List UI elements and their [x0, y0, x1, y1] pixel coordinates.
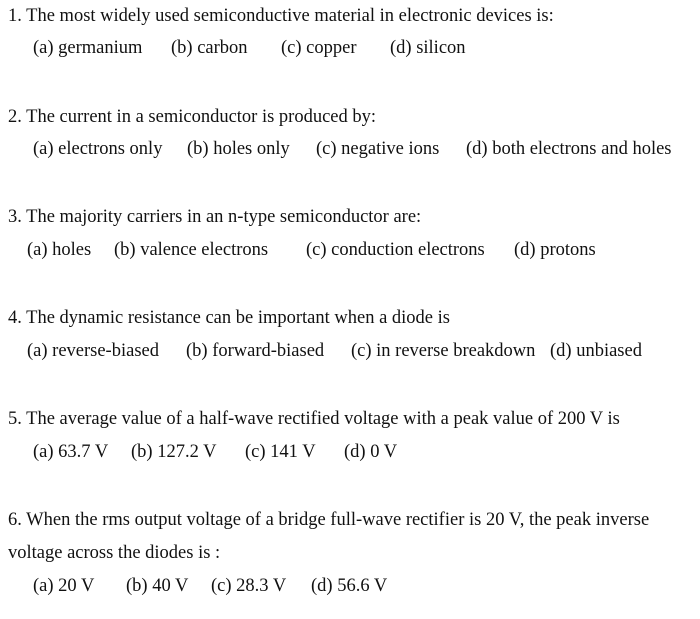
- question-3-option-b: (b) valence electrons: [114, 240, 269, 260]
- question-1-stem: 1. The most widely used semiconductive material in electronic devices is:: [8, 6, 554, 26]
- question-5-option-d: (d) 0 V: [344, 442, 398, 462]
- question-1-option-b: (b) carbon: [171, 38, 248, 58]
- question-4-option-a: (a) reverse-biased: [27, 341, 159, 361]
- question-1-option-c: (c) copper: [281, 38, 357, 58]
- question-6-option-b: (b) 40 V: [126, 576, 189, 596]
- question-6-stem: 6. When the rms output voltage of a bridge full-wave rectifier is 20 V, the peak inverse: [8, 510, 650, 530]
- question-2-stem: 2. The current in a semiconductor is produced by:: [8, 107, 377, 127]
- question-3-option-c: (c) conduction electrons: [306, 240, 485, 260]
- question-2-option-b: (b) holes only: [187, 139, 290, 159]
- question-5-option-a: (a) 63.7 V: [33, 442, 109, 462]
- question-6-stem-continuation: voltage across the diodes is :: [8, 543, 221, 563]
- question-4-option-d: (d) unbiased: [550, 341, 642, 361]
- question-4-stem: 4. The dynamic resistance can be important when a diode is: [8, 308, 450, 328]
- question-4-option-b: (b) forward-biased: [186, 341, 325, 361]
- question-5-option-b: (b) 127.2 V: [131, 442, 217, 462]
- question-2-option-a: (a) electrons only: [33, 139, 163, 159]
- question-4-option-c: (c) in reverse breakdown: [351, 341, 536, 361]
- question-3-option-a: (a) holes: [27, 240, 92, 260]
- question-3-option-d: (d) protons: [514, 240, 596, 260]
- question-6-option-c: (c) 28.3 V: [211, 576, 287, 596]
- question-1-option-a: (a) germanium: [33, 38, 143, 58]
- question-5-stem: 5. The average value of a half-wave rectified voltage with a peak value of 200 V is: [8, 409, 620, 429]
- question-6-option-d: (d) 56.6 V: [311, 576, 388, 596]
- question-2-option-d: (d) both electrons and holes: [466, 139, 672, 159]
- question-5-option-c: (c) 141 V: [245, 442, 316, 462]
- question-3-stem: 3. The majority carriers in an n-type semiconductor are:: [8, 207, 422, 227]
- question-6-option-a: (a) 20 V: [33, 576, 95, 596]
- question-1-option-d: (d) silicon: [390, 38, 466, 58]
- question-2-option-c: (c) negative ions: [316, 139, 440, 159]
